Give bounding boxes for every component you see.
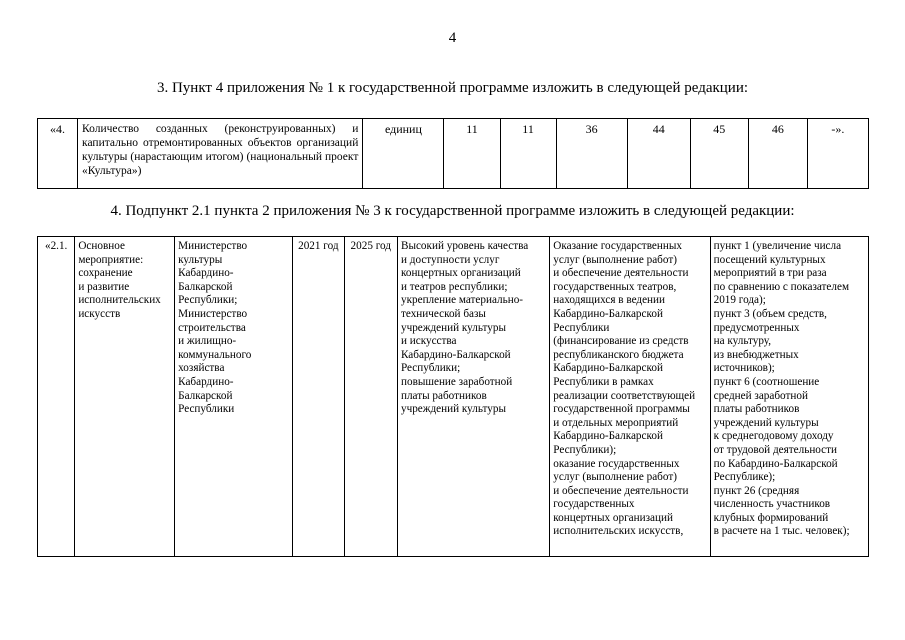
- measure-name: Основное мероприятие: сохранение и развитие исполнительских искусств: [75, 237, 175, 557]
- unit-cell: единиц: [363, 119, 444, 189]
- section-heading-4: 4. Подпункт 2.1 пункта 2 приложения № 3 к государственной программе изложить в следующей редакции:: [110, 203, 795, 219]
- closing-cell: -».: [807, 119, 868, 189]
- row-number: «2.1.: [38, 237, 75, 557]
- table-row: [38, 237, 869, 557]
- indicator-table: [37, 118, 869, 189]
- indicators-cell: пункт 1 (увеличение числа посещений культурных мероприятий в три раза по сравнению с показателем 2019 года); пункт 3 (объем средств, предусмотренных на культуру, из внебюджетных источников); пункт 6 (соотношение средней заработной платы работников учреждений культуры к среднегодовому доходу от трудовой деятельности по Кабардино-Балкарской Республике); пункт 26 (средняя численность участников клубных формирований в расчете на 1 тыс. человек);: [710, 237, 868, 557]
- value-cell: 11: [444, 119, 500, 189]
- value-cell: 45: [690, 119, 748, 189]
- row-number: «4.: [38, 119, 78, 189]
- value-cell: 11: [500, 119, 556, 189]
- value-cell: 36: [556, 119, 627, 189]
- activities-cell: Оказание государственных услуг (выполнение работ) и обеспечение деятельности государственных театров, находящихся в ведении Кабардино-Балкарской Республики (финансирование из средств республиканского бюджета Кабардино-Балкарской Республики в рамках реализации соответствующей государственной программы и отдельных мероприятий Кабардино-Балкарской Республики); оказание государственных услуг (выполнение работ) и обеспечение деятельности государственных концертных организаций исполнительских искусств,: [550, 237, 710, 557]
- section-heading-3: 3. Пункт 4 приложения № 1 к государственной программе изложить в следующей редакции:: [156, 80, 749, 96]
- page-number: 4: [448, 30, 457, 46]
- year-start-cell: 2021 год: [293, 237, 344, 557]
- measures-table: [37, 236, 869, 557]
- value-cell: 44: [627, 119, 690, 189]
- expected-result-cell: Высокий уровень качества и доступности услуг концертных организаций и театров республики; укрепление материально- технической базы учреждений культуры и искусства Кабардино-Балкарской Республики; повышение заработной платы работников учреждений культуры: [397, 237, 549, 557]
- table-row: [38, 119, 869, 189]
- indicator-name: Количество созданных (реконструированных) и капитально отремонтированных объектов организаций культуры (нарастающим итогом) (национальный проект «Культура»): [78, 119, 363, 189]
- year-end-cell: 2025 год: [344, 237, 397, 557]
- value-cell: 46: [748, 119, 807, 189]
- executors-cell: Министерство культуры Кабардино- Балкарской Республики; Министерство строительства и жилищно- коммунального хозяйства Кабардино- Балкарской Республики: [175, 237, 293, 557]
